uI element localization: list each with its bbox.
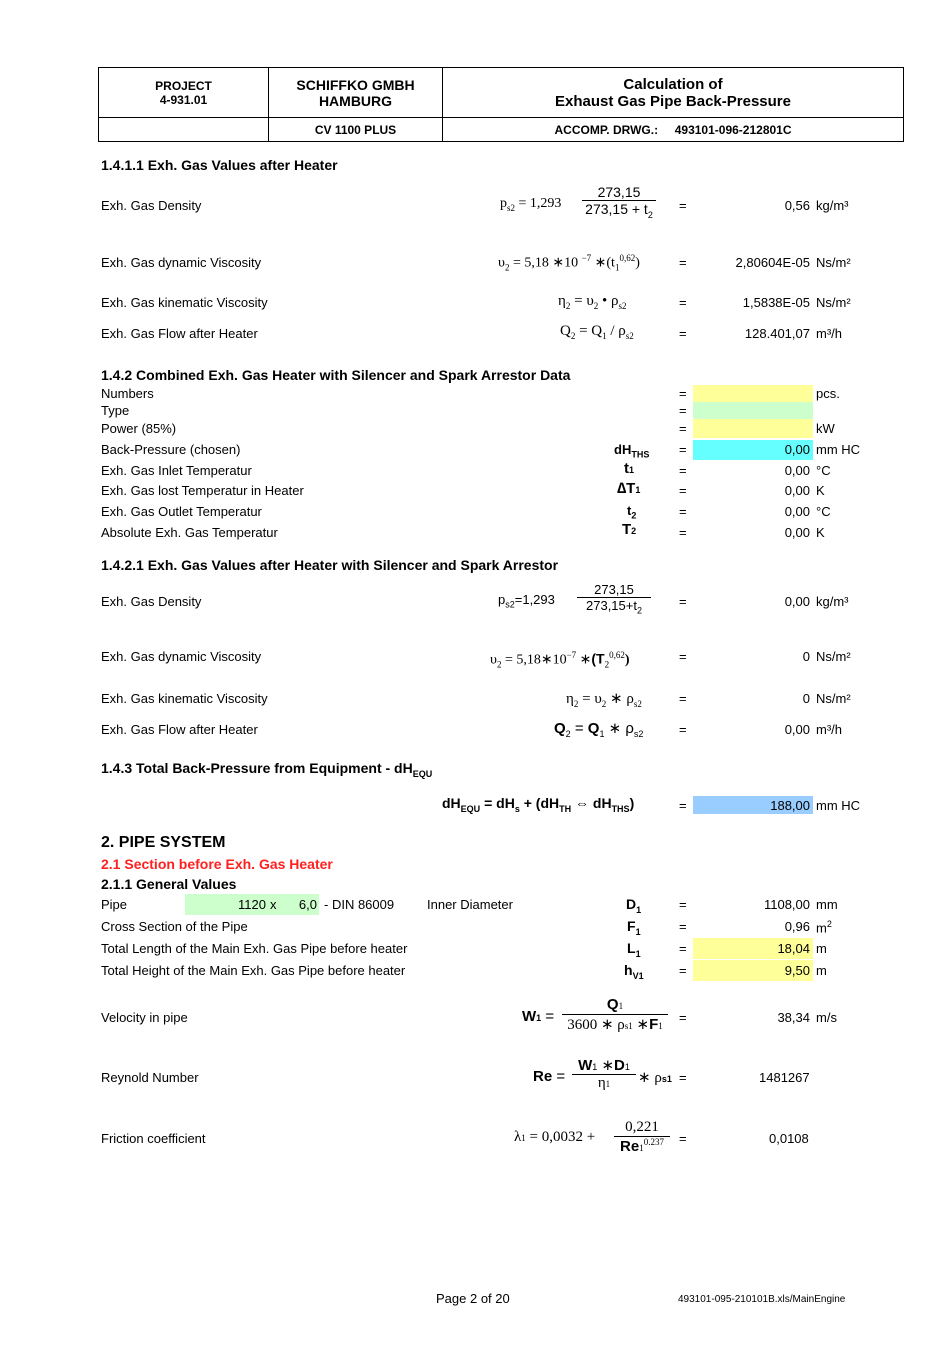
row-label: Type xyxy=(101,403,130,418)
formula-velocity-frac: $\frac{Q1}{3600 ∗ \rho s1 ∗F1}$ xyxy=(562,996,668,1034)
equals: = xyxy=(679,798,687,813)
row-label: Exh. Gas Density xyxy=(101,198,202,213)
row-label: Exh. Gas kinematic Viscosity xyxy=(101,691,268,706)
formula-reynold-lhs: Re = xyxy=(533,1068,566,1085)
formula-kin-visc-2: $\eta_2 = \upsilon_2$ ∗ $\rho_{s2}$ xyxy=(566,691,642,709)
file-name: 493101-095-210101B.xls/MainEngine xyxy=(678,1294,846,1305)
formula-friction-frac: $\frac{0,221}{Re1^{0.237}}$ xyxy=(614,1119,670,1156)
unit: Ns/m² xyxy=(816,295,851,310)
row-label: Exh. Gas Flow after Heater xyxy=(101,722,258,737)
symbol-hV1: $h_{V1}$ xyxy=(624,962,644,981)
symbol-F1: $F_1$ xyxy=(627,918,641,937)
unit: kg/m³ xyxy=(816,594,849,609)
equals: = xyxy=(679,941,687,956)
formula-flow: $Q_2 = Q_1 / \rho_{s2}$ xyxy=(560,323,634,341)
value: 128.401,07 xyxy=(744,326,810,341)
company-cell: SCHIFFKO GMBH HAMBURG xyxy=(269,68,443,118)
value: 2,80604E-05 xyxy=(735,255,810,270)
value: 0,00 xyxy=(784,483,810,498)
equals: = xyxy=(679,295,687,310)
row-label: Exh. Gas dynamic Viscosity xyxy=(101,649,262,664)
pipe-x: x xyxy=(270,897,277,912)
symbol-D1: $D_1$ xyxy=(626,896,642,915)
formula-kin-visc: $\eta_2 = \upsilon_2$ • $\rho_{s2}$ xyxy=(558,293,627,311)
section-211-title: 2.1.1 General Values xyxy=(101,876,237,892)
value: 9,50 xyxy=(784,963,810,978)
formula-density: $p_{s2} = 1,293$ xyxy=(500,196,562,213)
row-label: Absolute Exh. Gas Temperatur xyxy=(101,525,278,540)
unit: kW xyxy=(816,421,835,436)
empty-cell xyxy=(99,118,269,142)
symbol-T2: T2 xyxy=(622,521,637,538)
value: 0,00 xyxy=(784,722,810,737)
equals: = xyxy=(679,255,687,270)
value: 0,00 xyxy=(784,442,810,457)
formula-reynold-rhs: ∗ ρs1 xyxy=(638,1070,672,1086)
row-label: Exh. Gas Density xyxy=(101,594,202,609)
value: 0,56 xyxy=(784,198,810,213)
formula-density-frac: $\frac{273,15}{273,15 + t_2}$ xyxy=(582,184,656,220)
row-label: Exh. Gas kinematic Viscosity xyxy=(101,295,268,310)
row-label: Exh. Gas Inlet Temperatur xyxy=(101,463,252,478)
title-cell: Calculation of Exhaust Gas Pipe Back-Pressure xyxy=(443,68,904,118)
pipe-standard: - DIN 86009 xyxy=(324,897,395,912)
formula-density-2: $p_{s2}=1,293$ xyxy=(498,592,555,610)
drawing-cell: ACCOMP. DRWG.: 493101-096-212801C xyxy=(443,118,904,142)
row-label: Reynold Number xyxy=(101,1070,199,1085)
section-143-title: 1.4.3 Total Back-Pressure from Equipment - $dH_{EQU}$ xyxy=(101,760,433,779)
symbol-delta-t1: ∆T1 xyxy=(617,480,641,497)
row-label: Cross Section of the Pipe xyxy=(101,919,248,934)
value: 0,00 xyxy=(784,594,810,609)
equals: = xyxy=(679,504,687,519)
equals: = xyxy=(679,326,687,341)
unit: mm xyxy=(816,897,838,912)
equals: = xyxy=(679,594,687,609)
equals: = xyxy=(679,1070,687,1085)
inner-diameter-label: Inner Diameter xyxy=(427,897,513,912)
value: 0,00 xyxy=(784,504,810,519)
input-type[interactable] xyxy=(693,402,813,419)
project-cell: PROJECT 4-931.01 xyxy=(99,68,269,118)
equals: = xyxy=(679,463,687,478)
pipe-wall: 6,0 xyxy=(298,897,317,912)
section-2-title: 2. PIPE SYSTEM xyxy=(101,834,226,851)
header-table xyxy=(98,67,904,142)
equals: = xyxy=(679,525,687,540)
section-142-title: 1.4.2 Combined Exh. Gas Heater with Silencer and Spark Arrestor Data xyxy=(101,367,571,383)
unit: mm HC xyxy=(816,798,861,813)
unit: m/s xyxy=(816,1010,837,1025)
value: 1,5838E-05 xyxy=(742,295,810,310)
equals: = xyxy=(679,198,687,213)
value: 0 xyxy=(802,691,810,706)
symbol-t2: $t_2$ xyxy=(627,503,637,521)
unit: K xyxy=(816,483,825,498)
equals: = xyxy=(679,1131,687,1146)
value: 1481267 xyxy=(759,1070,810,1085)
row-label: Exh. Gas dynamic Viscosity xyxy=(101,255,262,270)
value: 0,00 xyxy=(784,525,810,540)
formula-flow-2: $Q_2 = Q_1$ ∗ $\rho_{s2}$ xyxy=(554,720,644,739)
unit: Ns/m² xyxy=(816,649,851,664)
formula-density-2-frac: $\frac{273,15}{273,15+t_2}$ xyxy=(577,582,651,616)
value: 188,00 xyxy=(770,798,810,813)
unit: $m^2$ xyxy=(816,919,832,936)
row-label: Total Height of the Main Exh. Gas Pipe before heater xyxy=(101,963,406,978)
row-label: Exh. Gas Flow after Heater xyxy=(101,326,258,341)
unit: Ns/m² xyxy=(816,691,851,706)
value: 18,04 xyxy=(777,941,810,956)
value: 1108,00 xyxy=(763,897,810,912)
unit: m xyxy=(816,941,827,956)
row-label: Power (85%) xyxy=(101,421,177,436)
formula-reynold-frac: $\frac{W1 ∗D1}{\eta 1}$ xyxy=(572,1056,636,1092)
unit: °C xyxy=(816,504,831,519)
formula-total-backpressure: $dH_{EQU} = dH_s + (dH_{TH}$ ⇔ $dH_{THS}$) xyxy=(442,795,635,814)
formula-friction-lhs: λ1 = 0,0032 + xyxy=(514,1129,596,1145)
equals: = xyxy=(679,897,687,912)
model-cell: CV 1100 PLUS xyxy=(269,118,443,142)
equals: = xyxy=(679,691,687,706)
section-21-title: 2.1 Section before Exh. Gas Heater xyxy=(101,856,333,872)
equals: = xyxy=(679,421,687,436)
symbol-dhths: $dH_{THS}$ xyxy=(614,442,650,460)
equals: = xyxy=(679,386,687,401)
value: 0 xyxy=(802,649,810,664)
row-label: Exh. Gas Outlet Temperatur xyxy=(101,504,262,519)
row-label: Numbers xyxy=(101,386,154,401)
equals: = xyxy=(679,649,687,664)
formula-dyn-visc: $\upsilon_2 = 5,18$ ∗10 $^{-7}$ $∗(t_1^{0,62})$ xyxy=(498,253,640,273)
value: 0,96 xyxy=(784,919,810,934)
section-1421-title: 1.4.2.1 Exh. Gas Values after Heater with Silencer and Spark Arrestor xyxy=(101,557,559,573)
unit: °C xyxy=(816,463,831,478)
unit: Ns/m² xyxy=(816,255,851,270)
input-numbers[interactable] xyxy=(693,385,813,402)
section-1411-title: 1.4.1.1 Exh. Gas Values after Heater xyxy=(101,157,338,173)
value: 0,00 xyxy=(784,463,810,478)
row-label: Pipe xyxy=(101,897,128,912)
unit: K xyxy=(816,525,825,540)
equals: = xyxy=(679,1010,687,1025)
equals: = xyxy=(679,403,687,418)
symbol-t1: t1 xyxy=(624,460,635,477)
input-power[interactable] xyxy=(693,419,813,438)
value: 0,0108 xyxy=(769,1131,809,1146)
unit: m³/h xyxy=(816,326,842,341)
formula-velocity-lhs: W1 = xyxy=(522,1008,555,1025)
unit: kg/m³ xyxy=(816,198,849,213)
unit: mm HC xyxy=(816,442,861,457)
row-label: Back-Pressure (chosen) xyxy=(101,442,241,457)
row-label: Velocity in pipe xyxy=(101,1010,188,1025)
equals: = xyxy=(679,483,687,498)
row-label: Exh. Gas lost Temperatur in Heater xyxy=(101,483,304,498)
unit: m xyxy=(816,963,827,978)
unit: m³/h xyxy=(816,722,842,737)
formula-dyn-visc-2: $\upsilon_2$ = $5,18∗10^{-7}$ $∗(T_2^{0,62})$ xyxy=(490,650,630,670)
pipe-diameter: 1120 xyxy=(238,897,266,912)
equals: = xyxy=(679,722,687,737)
equals: = xyxy=(679,963,687,978)
unit: pcs. xyxy=(816,386,840,401)
equals: = xyxy=(679,919,687,934)
row-label: Total Length of the Main Exh. Gas Pipe before heater xyxy=(101,941,408,956)
symbol-L1: $L_1$ xyxy=(627,940,641,959)
page-number: Page 2 of 20 xyxy=(436,1291,510,1306)
value: 38,34 xyxy=(777,1010,810,1025)
equals: = xyxy=(679,442,687,457)
row-label: Friction coefficient xyxy=(101,1131,206,1146)
